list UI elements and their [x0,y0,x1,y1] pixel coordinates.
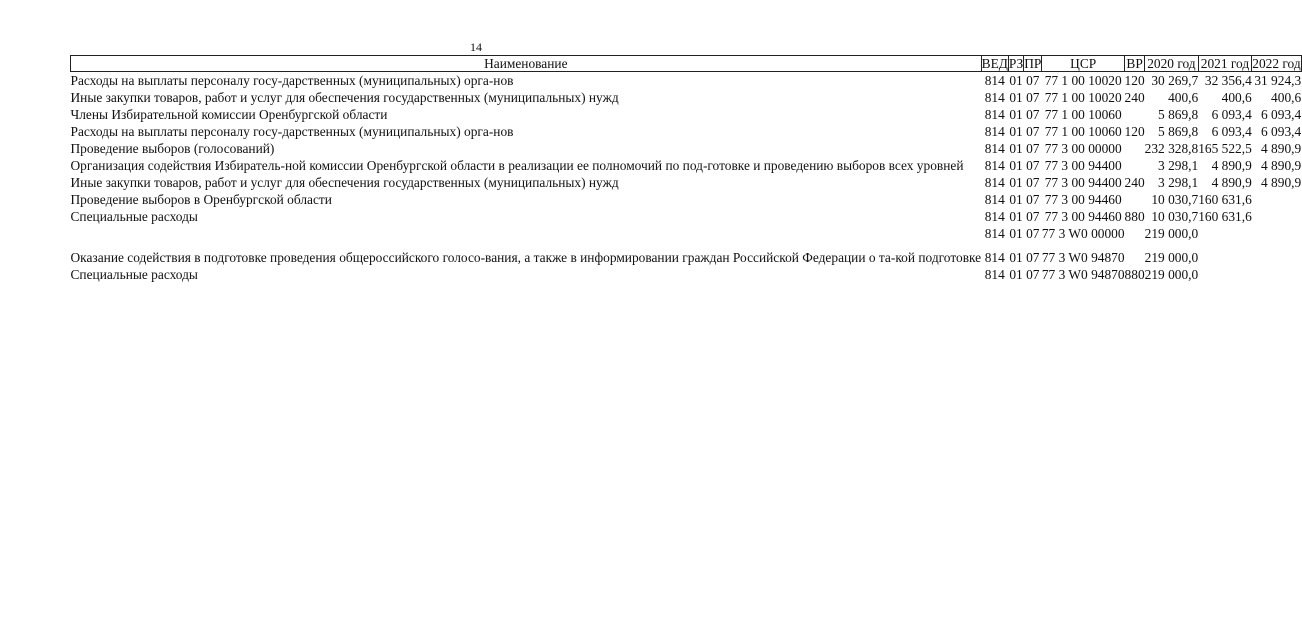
row-vr [1125,106,1145,123]
row-csr: 77 3 00 94400 [1044,158,1122,173]
row-2022 [1252,208,1301,225]
row-2021 [1198,225,1252,242]
row-2022: 4 890,9 [1261,158,1302,173]
header-rz: РЗ [1008,56,1024,71]
row-2022: 6 093,4 [1261,107,1302,122]
row-rz: 01 [1009,107,1023,122]
row-2020: 219 000,0 [1144,226,1199,241]
row-2021 [1198,242,1252,266]
table-row [71,123,1302,140]
header-vr: ВР [1126,56,1143,71]
row-2022 [1252,266,1301,283]
row-2022 [1252,225,1301,242]
row-ved: 814 [984,158,1005,173]
row-pr: 07 [1026,175,1040,190]
row-pr: 07 [1026,226,1040,241]
row-name [71,225,982,242]
row-2020: 219 000,0 [1144,267,1199,282]
table-row [71,191,1302,208]
row-rz: 01 [1009,250,1023,265]
row-name: Специальные расходы [70,209,198,224]
row-rz: 01 [1009,209,1023,224]
row-csr: 77 3 00 00000 [1044,141,1122,156]
row-vr: 880 [1124,209,1145,224]
row-ved: 814 [984,73,1005,88]
budget-table [70,55,1302,283]
table-row [71,140,1302,157]
table-row [71,242,1302,266]
row-csr: 77 1 00 10020 [1044,73,1122,88]
row-pr: 07 [1026,267,1040,282]
row-2021: 165 522,5 [1198,141,1252,156]
row-pr: 07 [1026,141,1040,156]
row-ved: 814 [984,90,1005,105]
table-header-row [71,56,1302,72]
row-csr: 77 1 00 10020 [1044,90,1122,105]
row-2021: 160 631,6 [1198,209,1252,224]
row-2021: 6 093,4 [1211,124,1252,139]
row-2020: 3 298,1 [1158,158,1199,173]
row-pr: 07 [1026,90,1040,105]
row-ved: 814 [984,192,1005,207]
row-name: Проведение выборов (голосований) [70,141,275,156]
header-2022: 2022 год [1252,56,1301,71]
row-name: Члены Избирательной комиссии Оренбургской области [70,107,388,122]
header-2020: 2020 год [1145,56,1199,72]
row-ved: 814 [984,267,1005,282]
row-2020: 400,6 [1168,90,1199,105]
row-rz: 01 [1009,175,1023,190]
row-2021: 32 356,4 [1204,73,1252,88]
row-vr: 240 [1124,90,1145,105]
row-ved: 814 [984,226,1005,241]
row-name: Организация содействия Избиратель-ной комиссии Оренбургской области в реализации ее полномочий по под-готовке и проведению выборов всех уровней [70,158,964,173]
row-pr: 07 [1026,209,1040,224]
row-2020: 219 000,0 [1144,250,1199,265]
row-rz: 01 [1009,226,1023,241]
row-rz: 01 [1009,267,1023,282]
row-vr: 120 [1124,73,1145,88]
table-row [71,157,1302,174]
row-csr: 77 3 00 94460 [1044,192,1122,207]
table-row [71,106,1302,123]
row-2020: 5 869,8 [1158,124,1199,139]
row-ved: 814 [984,175,1005,190]
header-name: Наименование [71,56,982,72]
row-vr [1125,157,1145,174]
table-row [71,89,1302,106]
header-2021: 2021 год [1198,56,1252,72]
row-pr: 07 [1026,73,1040,88]
row-vr [1125,140,1145,157]
table-row [71,208,1302,225]
header-pr: ПР [1024,56,1042,71]
row-2021 [1198,266,1252,283]
row-name: Оказание содействия в подготовке проведения общероссийского голосо-вания, а также в информировании граждан Российской Федерации о та-кой подготовке [70,250,982,265]
row-2021: 160 631,6 [1198,192,1252,207]
row-name: Проведение выборов в Оренбургской области [70,192,332,207]
table-row [71,174,1302,191]
row-2022 [1252,242,1301,266]
row-name: Расходы на выплаты персоналу госу-дарственных (муниципальных) орга-нов [70,73,514,88]
row-ved: 814 [984,124,1005,139]
row-name: Иные закупки товаров, работ и услуг для обеспечения государственных (муниципальных) нужд [70,90,619,105]
row-2022: 31 924,3 [1254,73,1302,88]
row-2022: 4 890,9 [1261,175,1302,190]
row-2021: 400,6 [1221,90,1252,105]
row-name: Специальные расходы [70,267,198,282]
row-2020: 10 030,7 [1151,209,1199,224]
row-vr: 880 [1124,267,1145,282]
row-vr: 240 [1124,175,1145,190]
row-pr: 07 [1026,250,1040,265]
row-2020: 10 030,7 [1151,192,1199,207]
row-vr [1125,225,1145,242]
row-2020: 232 328,8 [1144,141,1199,156]
header-ved: ВЕД [981,56,1008,71]
row-2021: 6 093,4 [1211,107,1252,122]
row-pr: 07 [1026,192,1040,207]
row-2022: 6 093,4 [1261,124,1302,139]
table-row [71,266,1302,283]
row-csr: 77 1 00 10060 [1044,124,1122,139]
row-pr: 07 [1026,107,1040,122]
row-rz: 01 [1009,90,1023,105]
row-2022: 400,6 [1271,90,1302,105]
row-rz: 01 [1009,124,1023,139]
row-ved: 814 [984,107,1005,122]
row-vr [1125,191,1145,208]
row-csr: 77 3 W0 00000 [1041,226,1125,241]
row-vr: 120 [1124,124,1145,139]
page-number: 14 [470,40,482,54]
row-pr: 07 [1026,124,1040,139]
row-2021: 4 890,9 [1211,158,1252,173]
row-ved: 814 [984,209,1005,224]
row-ved: 814 [984,141,1005,156]
header-csr: ЦСР [1042,56,1125,72]
row-csr: 77 3 W0 94870 [1041,250,1125,265]
row-2022: 4 890,9 [1261,141,1302,156]
row-pr: 07 [1026,158,1040,173]
row-name: Расходы на выплаты персоналу госу-дарственных (муниципальных) орга-нов [70,124,514,139]
table-row [71,72,1302,90]
row-csr: 77 3 W0 94870 [1041,267,1125,282]
row-name: Иные закупки товаров, работ и услуг для обеспечения государственных (муниципальных) нужд [70,175,619,190]
row-2022 [1252,191,1301,208]
row-vr [1125,242,1145,266]
row-2020: 5 869,8 [1158,107,1199,122]
row-ved: 814 [984,250,1005,265]
row-csr: 77 3 00 94460 [1044,209,1122,224]
row-2021: 4 890,9 [1211,175,1252,190]
row-rz: 01 [1009,73,1023,88]
row-rz: 01 [1009,141,1023,156]
row-csr: 77 1 00 10060 [1044,107,1122,122]
row-rz: 01 [1009,158,1023,173]
row-2020: 3 298,1 [1158,175,1199,190]
row-2020: 30 269,7 [1151,73,1199,88]
row-rz: 01 [1009,192,1023,207]
row-csr: 77 3 00 94400 [1044,175,1122,190]
table-row [71,225,1302,242]
